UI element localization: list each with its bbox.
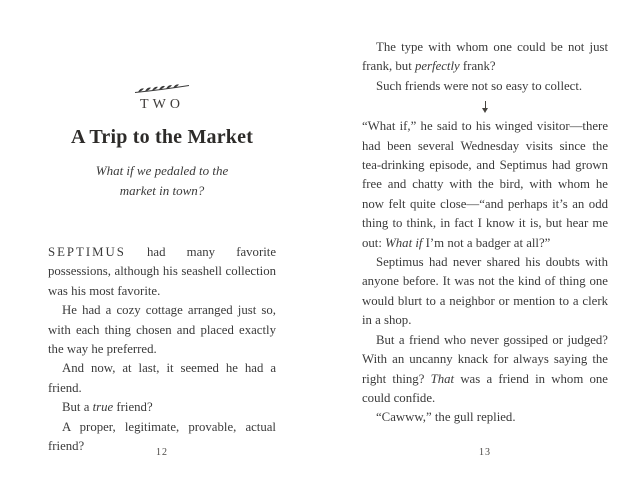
right-page-body xyxy=(362,0,608,428)
body-text-segment: A proper, legitimate, provable, actual friend? xyxy=(48,419,276,454)
paragraph xyxy=(48,359,276,398)
paragraph xyxy=(362,117,608,253)
body-text-segment: The type with whom one could be not just frank, but xyxy=(362,40,608,74)
body-text-segment: friend? xyxy=(113,400,153,415)
epigraph-line-1: What if we pedaled to the xyxy=(95,163,229,178)
section-break xyxy=(362,97,608,116)
emphasis-text: That xyxy=(430,371,455,386)
smallcaps-text: SEPTIMUS xyxy=(48,245,126,259)
down-arrow-icon xyxy=(481,100,490,114)
feather-ornament-icon xyxy=(134,82,190,94)
body-text-segment: He had a cozy cottage arranged just so, with each thing chosen and placed exactly the way he preferred. xyxy=(48,303,276,357)
emphasis-text: What if xyxy=(385,235,423,250)
body-text-segment: Such friends were not so easy to collect. xyxy=(376,78,583,93)
body-text-segment: I’m not a badger at all?” xyxy=(422,235,551,250)
paragraph xyxy=(362,253,608,331)
paragraph xyxy=(362,408,608,427)
paragraph xyxy=(362,77,608,96)
chapter-title: A Trip to the Market xyxy=(70,126,254,148)
body-text-segment: “What if,” he said to his winged visitor—there had been several Wednesday visits since the tea-drinking episode, and Septimus had grown free and chatty with the bird, with whom he now felt quite close—“and perhaps it’s an odd thing to think, in fact I know it is, but hear me out: xyxy=(362,119,608,250)
emphasis-text: true xyxy=(92,400,114,415)
left-page xyxy=(48,0,276,480)
right-page xyxy=(362,0,608,480)
chapter-epigraph xyxy=(48,161,276,201)
left-page-number: 12 xyxy=(156,447,168,458)
paragraph xyxy=(362,38,608,77)
body-text-segment: frank? xyxy=(459,59,496,74)
right-page-number: 13 xyxy=(479,447,491,458)
body-text-segment: Septimus had never shared his doubts with anyone before. It was not the kind of thing one would blurt to a neighbor or mention to a clerk in a shop. xyxy=(362,255,608,328)
body-text-segment: But a xyxy=(62,400,93,415)
paragraph xyxy=(48,301,276,359)
body-text-segment: And now, at last, it seemed he had a friend. xyxy=(48,361,276,395)
epigraph-line-2: market in town? xyxy=(119,183,205,198)
paragraph xyxy=(48,398,276,417)
paragraph xyxy=(362,331,608,409)
body-text-segment: “Cawww,” the gull replied. xyxy=(376,410,516,425)
chapter-number-label: TWO xyxy=(140,97,184,112)
emphasis-text: perfectly xyxy=(414,59,460,74)
paragraph xyxy=(48,243,276,301)
body-text-segment: had many favorite possessions, although his seashell collection was his most favorite. xyxy=(48,245,276,298)
body-text-segment: was a friend in whom one could confide. xyxy=(362,371,608,405)
chapter-head xyxy=(48,0,276,201)
body-text-segment: But a friend who never gossiped or judged? With an uncanny knack for always saying the right thing? xyxy=(362,332,608,386)
left-page-body xyxy=(48,243,276,456)
